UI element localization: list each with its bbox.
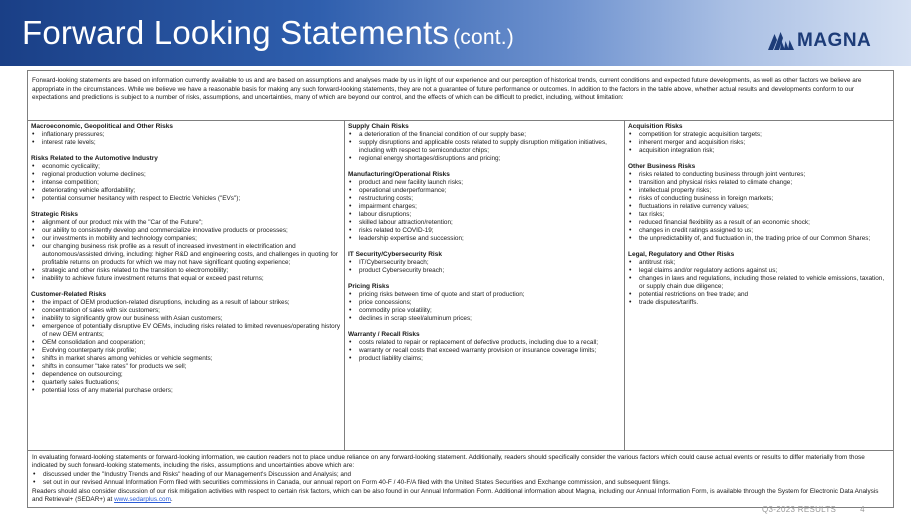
risk-section-title: Manufacturing/Operational Risks (348, 171, 450, 178)
footer-label: Q3-2023 RESULTS (762, 505, 837, 514)
risk-item: • intense competition; (31, 179, 341, 187)
risk-item: • supply disruptions and applicable costs related to supply disruption mitigation initiatives, including with respect to semiconductor chips; (348, 139, 621, 155)
risk-item: • dependence on outsourcing; (31, 371, 341, 379)
risk-section-title: IT Security/Cybersecurity Risk (348, 251, 442, 258)
risk-list (628, 131, 890, 155)
risk-section (628, 251, 890, 307)
risk-section (348, 283, 621, 323)
risk-list (348, 131, 621, 163)
risk-list (628, 259, 890, 307)
risk-item: • risks related to conducting business through joint ventures; (628, 171, 890, 179)
risk-section (31, 123, 341, 147)
risk-item: • intellectual property risks; (628, 187, 890, 195)
risk-item: • Evolving counterparty risk profile; (31, 347, 341, 355)
slide-footer (762, 505, 865, 515)
risk-list (628, 171, 890, 243)
risk-item: • product and new facility launch risks; (348, 179, 621, 187)
risk-item: • costs related to repair or replacement of defective products, including due to a recall; (348, 339, 621, 347)
risk-item: • warranty or recall costs that exceed warranty provision or insurance coverage limits; (348, 347, 621, 355)
magna-logo (768, 30, 871, 52)
risk-item: • potential restrictions on free trade; and (628, 291, 890, 299)
risk-item: • risks of conducting business in foreign markets; (628, 195, 890, 203)
risk-item: • the impact of OEM production-related disruptions, including as a result of labour strikes; (31, 299, 341, 307)
risk-item: • alignment of our product mix with the "Car of the Future"; (31, 219, 341, 227)
risk-item: • product liability claims; (348, 355, 621, 363)
caution-item: • set out in our revised Annual Information Form filed with securities commissions in Canada, our annual report on Form 40-F / 40-F/A filed with the United States Securities and Exchange commission, and subsequent filings. (32, 479, 889, 487)
risk-item: • our changing business risk profile as a result of increased investment in electrification and autonomous/assisted driving, including: higher R&D and engineering costs, and challenges in quoting for profitable returns on products for which we may not have significant quoting experience; (31, 243, 341, 267)
risk-list (348, 291, 621, 323)
risk-column-1 (28, 121, 345, 450)
risk-item: • our ability to consistently develop and commercialize innovative products or processes; (31, 227, 341, 235)
risk-item: • declines in scrap steel/aluminum prices; (348, 315, 621, 323)
caution-paragraph: In evaluating forward-looking statements or forward-looking information, we caution readers not to place undue reliance on any forward-looking statement. Additionally, readers should specifically consider the various factors which could cause actual events or results to differ materially from those indicated by such forward-looking statements, including the risks, assumptions and uncertainties above which are: (32, 454, 865, 470)
intro-paragraph: Forward-looking statements are based on information currently available to us and are based on assumptions and analyses made by us in light of our experience and our perception of historical trends, current conditions and expected future developments, as well as other factors we believe are appropriate in the circumstances. While we believe we have a reasonable basis for making any such forward-looking statements, they are not a guarantee of future performance or outcomes. In addition to the factors in the table above, whether actual results and developments conform to our expectations and predictions is subject to a number of risks, assumptions, and uncertainties, many of which are beyond our control, and the effects of which can be difficult to predict, including, without limitation: (28, 71, 893, 121)
risk-section-title: Pricing Risks (348, 283, 390, 290)
risk-section-title: Legal, Regulatory and Other Risks (628, 251, 735, 258)
risk-item: • IT/Cybersecurity breach; (348, 259, 621, 267)
page-title (22, 14, 514, 52)
risk-column-3 (625, 121, 893, 450)
caution-list (32, 471, 889, 488)
risk-section (348, 123, 621, 163)
risk-item: • shifts in consumer "take rates" for products we sell; (31, 363, 341, 371)
risk-item: • our investments in mobility and technology companies; (31, 235, 341, 243)
risk-item: • competition for strategic acquisition targets; (628, 131, 890, 139)
risk-item: • reduced financial flexibility as a result of an economic shock; (628, 219, 890, 227)
risk-item: • pricing risks between time of quote and start of production; (348, 291, 621, 299)
risk-section (348, 251, 621, 275)
risk-item: • labour disruptions; (348, 211, 621, 219)
risk-list (31, 299, 341, 395)
risk-item: • a deterioration of the financial condition of our supply base; (348, 131, 621, 139)
risk-section-title: Other Business Risks (628, 163, 696, 170)
page-title-suffix: (cont.) (453, 26, 514, 49)
caution-note (28, 451, 893, 507)
risk-item: • risks related to COVID-19; (348, 227, 621, 235)
risk-section-title: Supply Chain Risks (348, 123, 409, 130)
risk-item: • restructuring costs; (348, 195, 621, 203)
risk-item: • changes in laws and regulations, including those related to vehicle emissions, taxation, or supply chain due diligence; (628, 275, 890, 291)
risk-section-title: Risks Related to the Automotive Industry (31, 155, 158, 162)
risk-item: • antitrust risk; (628, 259, 890, 267)
sedar-text: Readers should also consider discussion of our risk mitigation activities with respect to certain risk factors, which can be also found in our Annual Information Form. Additional information about Magna, including our Annual Information Form, is available through the System for Electronic Data Analysis and Retrieval+ (SEDAR+) at (32, 487, 879, 504)
risk-section-title: Macroeconomic, Geopolitical and Other Risks (31, 123, 173, 130)
sedar-link[interactable]: www.sedarplus.com (114, 496, 171, 504)
risk-item: • price concessions; (348, 299, 621, 307)
risk-section-title: Customer-Related Risks (31, 291, 107, 298)
risk-item: • transition and physical risks related to climate change; (628, 179, 890, 187)
risk-item: • concentration of sales with six customers; (31, 307, 341, 315)
risk-item: • trade disputes/tariffs. (628, 299, 890, 307)
risk-section (628, 123, 890, 155)
risk-item: • inherent merger and acquisition risks; (628, 139, 890, 147)
risk-section (628, 163, 890, 243)
risk-item: • skilled labour attraction/retention; (348, 219, 621, 227)
risk-column-2 (345, 121, 625, 450)
risk-section-title: Acquisition Risks (628, 123, 683, 130)
sedar-period: . (170, 496, 173, 504)
risk-item: • deteriorating vehicle affordability; (31, 187, 341, 195)
risk-item: • inflationary pressures; (31, 131, 341, 139)
risk-item: • regional energy shortages/disruptions and pricing; (348, 155, 621, 163)
caution-item: • discussed under the "Industry Trends and Risks" heading of our Management's Discussion and Analysis; and (32, 471, 889, 479)
risk-list (348, 339, 621, 363)
risk-item: • strategic and other risks related to the transition to electromobility; (31, 267, 341, 275)
risk-item: • inability to significantly grow our business with Asian customers; (31, 315, 341, 323)
risk-item: • economic cyclicality; (31, 163, 341, 171)
risk-item: • changes in credit ratings assigned to us; (628, 227, 890, 235)
risk-item: • inability to achieve future investment returns that equal or exceed past returns; (31, 275, 341, 283)
risk-section-title: Strategic Risks (31, 211, 78, 218)
risk-section (348, 331, 621, 363)
risk-item: • shifts in market shares among vehicles or vehicle segments; (31, 355, 341, 363)
magna-chevrons-icon (768, 32, 794, 50)
risk-item: • OEM consolidation and cooperation; (31, 339, 341, 347)
risk-item: • regional production volume declines; (31, 171, 341, 179)
page-number: 4 (860, 505, 865, 514)
risk-list (348, 179, 621, 243)
risk-table (27, 70, 894, 508)
risk-item: • the unpredictability of, and fluctuation in, the trading price of our Common Shares; (628, 235, 890, 243)
risk-item: • interest rate levels; (31, 139, 341, 147)
risk-columns (28, 121, 893, 451)
risk-item: • potential consumer hesitancy with respect to Electric Vehicles ("EVs"); (31, 195, 341, 203)
page-title-main: Forward Looking Statements (22, 14, 450, 51)
risk-section-title: Warranty / Recall Risks (348, 331, 420, 338)
sedar-paragraph (32, 488, 889, 505)
risk-section (31, 211, 341, 283)
risk-item: • acquisition integration risk; (628, 147, 890, 155)
risk-item: • product Cybersecurity breach; (348, 267, 621, 275)
risk-item: • fluctuations in relative currency values; (628, 203, 890, 211)
magna-logo-text: MAGNA (797, 30, 872, 51)
risk-list (348, 259, 621, 275)
risk-item: • legal claims and/or regulatory actions against us; (628, 267, 890, 275)
risk-item: • quarterly sales fluctuations; (31, 379, 341, 387)
risk-list (31, 163, 341, 203)
risk-section (31, 155, 341, 203)
risk-item: • potential loss of any material purchase orders; (31, 387, 341, 395)
risk-item: • emergence of potentially disruptive EV OEMs, including risks related to limited revenues/operating history of new OEM entrants; (31, 323, 341, 339)
risk-list (31, 131, 341, 147)
title-bar (0, 0, 911, 66)
risk-item: • commodity price volatility; (348, 307, 621, 315)
risk-item: • operational underperformance; (348, 187, 621, 195)
risk-item: • impairment charges; (348, 203, 621, 211)
risk-item: • tax risks; (628, 211, 890, 219)
risk-item: • leadership expertise and succession; (348, 235, 621, 243)
risk-section (348, 171, 621, 243)
risk-list (31, 219, 341, 283)
risk-section (31, 291, 341, 395)
